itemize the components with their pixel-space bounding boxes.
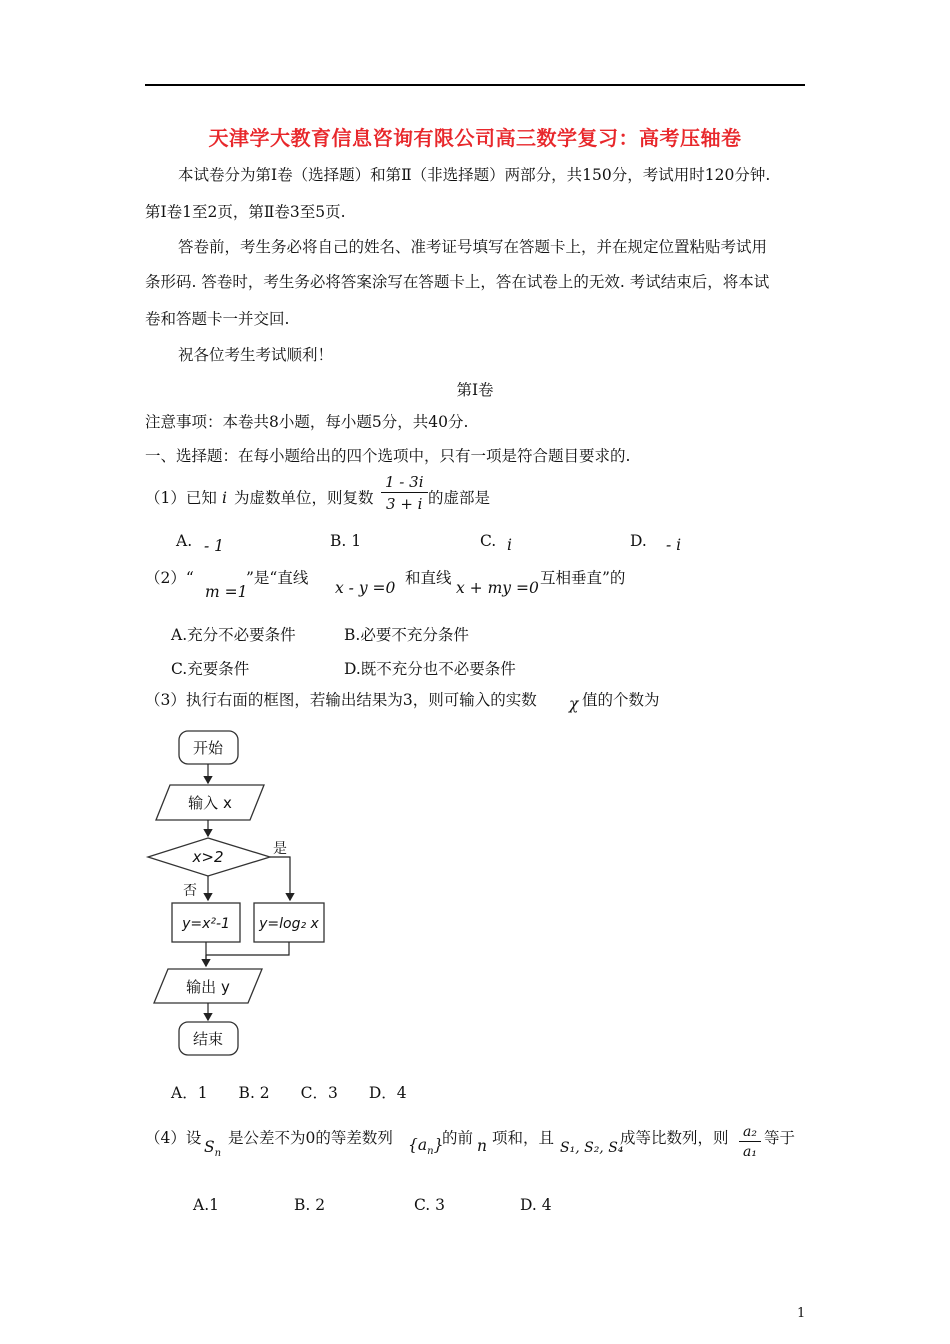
q3-var: χ — [569, 695, 579, 713]
part-heading: 第Ⅰ卷 — [456, 381, 494, 399]
q1-option-c-value: i — [507, 536, 512, 554]
notice: 注意事项：本卷共8小题，每小题5分，共40分. — [145, 413, 469, 431]
q4-fraction-denominator: a₁ — [743, 1144, 757, 1160]
q1-option-d-label: D. — [630, 532, 647, 550]
intro-line-3: 答卷前，考生务必将自己的姓名、准考证号填写在答题卡上，并在规定位置粘贴考试用 — [178, 238, 768, 256]
q4-an-subscript: n — [427, 1146, 434, 1158]
q2-line-2: x + my =0 — [456, 579, 539, 597]
document-title: 天津学大教育信息咨询有限公司高三数学复习：高考压轴卷 — [208, 126, 742, 150]
q1-option-b: B. 1 — [330, 532, 362, 550]
flowchart — [140, 725, 360, 1065]
q4-fraction — [739, 1124, 761, 1160]
intro-line-6: 祝各位考生考试顺利！ — [178, 346, 334, 364]
flow-end-label: 结束 — [192, 1030, 224, 1048]
q2-prefix: （2）“ — [145, 569, 194, 587]
flow-no-label: 否 — [183, 883, 197, 899]
flow-left-box-label: y=x²-1 — [182, 916, 230, 932]
q4-mid-3: 项和，且 — [492, 1129, 555, 1147]
q4-mid-1: 是公差不为0的等差数列 — [228, 1129, 393, 1147]
intro-line-5: 卷和答题卡一并交回. — [145, 310, 290, 328]
flow-decision-label: x>2 — [192, 848, 224, 866]
q2-line-1: x - y =0 — [335, 579, 396, 597]
q2-condition: m =1 — [205, 583, 248, 601]
flow-right-box-label: y=log₂ x — [259, 916, 319, 932]
q4-mid-4: 成等比数列，则 — [620, 1129, 729, 1147]
intro-line-2: 第Ⅰ卷1至2页，第Ⅱ卷3至5页. — [145, 203, 346, 221]
q4-fraction-numerator: a₂ — [739, 1124, 761, 1142]
flow-yes-label: 是 — [273, 841, 287, 857]
q4-sn — [204, 1137, 221, 1164]
q3-stem: （3）执行右面的框图，若输出结果为3，则可输入的实数 — [145, 691, 537, 709]
q4-s-list: S₁, S₂, S₄ — [560, 1140, 624, 1156]
q1-fraction — [381, 473, 428, 513]
q4-option-b: B. 2 — [294, 1196, 326, 1214]
q4-option-c: C. 3 — [414, 1196, 446, 1214]
q4-mid-2: 的前 — [442, 1129, 474, 1147]
q4-sn-symbol: S — [204, 1138, 215, 1156]
intro-line-4: 条形码. 答卷时，考生务必将答案涂写在答题卡上，答在试卷上的无效. 考试结束后，将本试 — [145, 273, 770, 291]
q2-mid-2: 和直线 — [405, 569, 452, 587]
q1-option-d-value: - i — [666, 536, 682, 554]
q2-option-a: A.充分不必要条件 — [171, 626, 296, 644]
q4-suffix: 等于 — [764, 1129, 796, 1147]
q2-option-b: B.必要不充分条件 — [344, 626, 469, 644]
q1-prefix: （1）已知 — [145, 489, 217, 507]
q2-mid-1: ”是“直线 — [246, 569, 309, 587]
q2-option-c: C.充要条件 — [171, 660, 250, 678]
q1-option-c-label: C. — [480, 532, 497, 550]
q1-suffix: 的虚部是 — [428, 489, 491, 507]
q1-option-a-value: - 1 — [204, 537, 225, 555]
q4-sequence — [408, 1135, 443, 1162]
q1-denominator: 3 + i — [386, 495, 423, 513]
flow-input-label: 输入 x — [188, 794, 232, 812]
q4-option-d: D. 4 — [520, 1196, 552, 1214]
q2-suffix: 互相垂直”的 — [540, 569, 626, 587]
q3-suffix: 值的个数为 — [582, 691, 660, 709]
q4-n: n — [477, 1137, 487, 1155]
q4-an-symbol: {a — [408, 1136, 428, 1154]
q4-an-close: } — [433, 1136, 444, 1154]
q2-option-d: D.既不充分也不必要条件 — [344, 660, 516, 678]
q4-sn-subscript: n — [214, 1148, 222, 1160]
flow-start-label: 开始 — [192, 739, 224, 757]
q1-var: i — [222, 489, 227, 507]
q1-mid: 为虚数单位，则复数 — [234, 489, 374, 507]
section-heading: 一、选择题：在每小题给出的四个选项中，只有一项是符合题目要求的. — [145, 447, 631, 465]
q1-option-a-label: A. — [176, 532, 193, 550]
page-number: 1 — [797, 1306, 806, 1321]
q3-options: A．1 B. 2 C．3 D．4 — [171, 1084, 407, 1102]
header-rule — [145, 84, 805, 86]
q4-prefix: （4）设 — [145, 1129, 202, 1147]
q4-option-a: A.1 — [193, 1196, 219, 1214]
q1-numerator: 1 - 3i — [381, 473, 428, 493]
flow-output-label: 输出 y — [186, 978, 230, 996]
intro-line-1: 本试卷分为第Ⅰ卷（选择题）和第Ⅱ（非选择题）两部分，共150分，考试用时120分钟. — [178, 166, 771, 184]
